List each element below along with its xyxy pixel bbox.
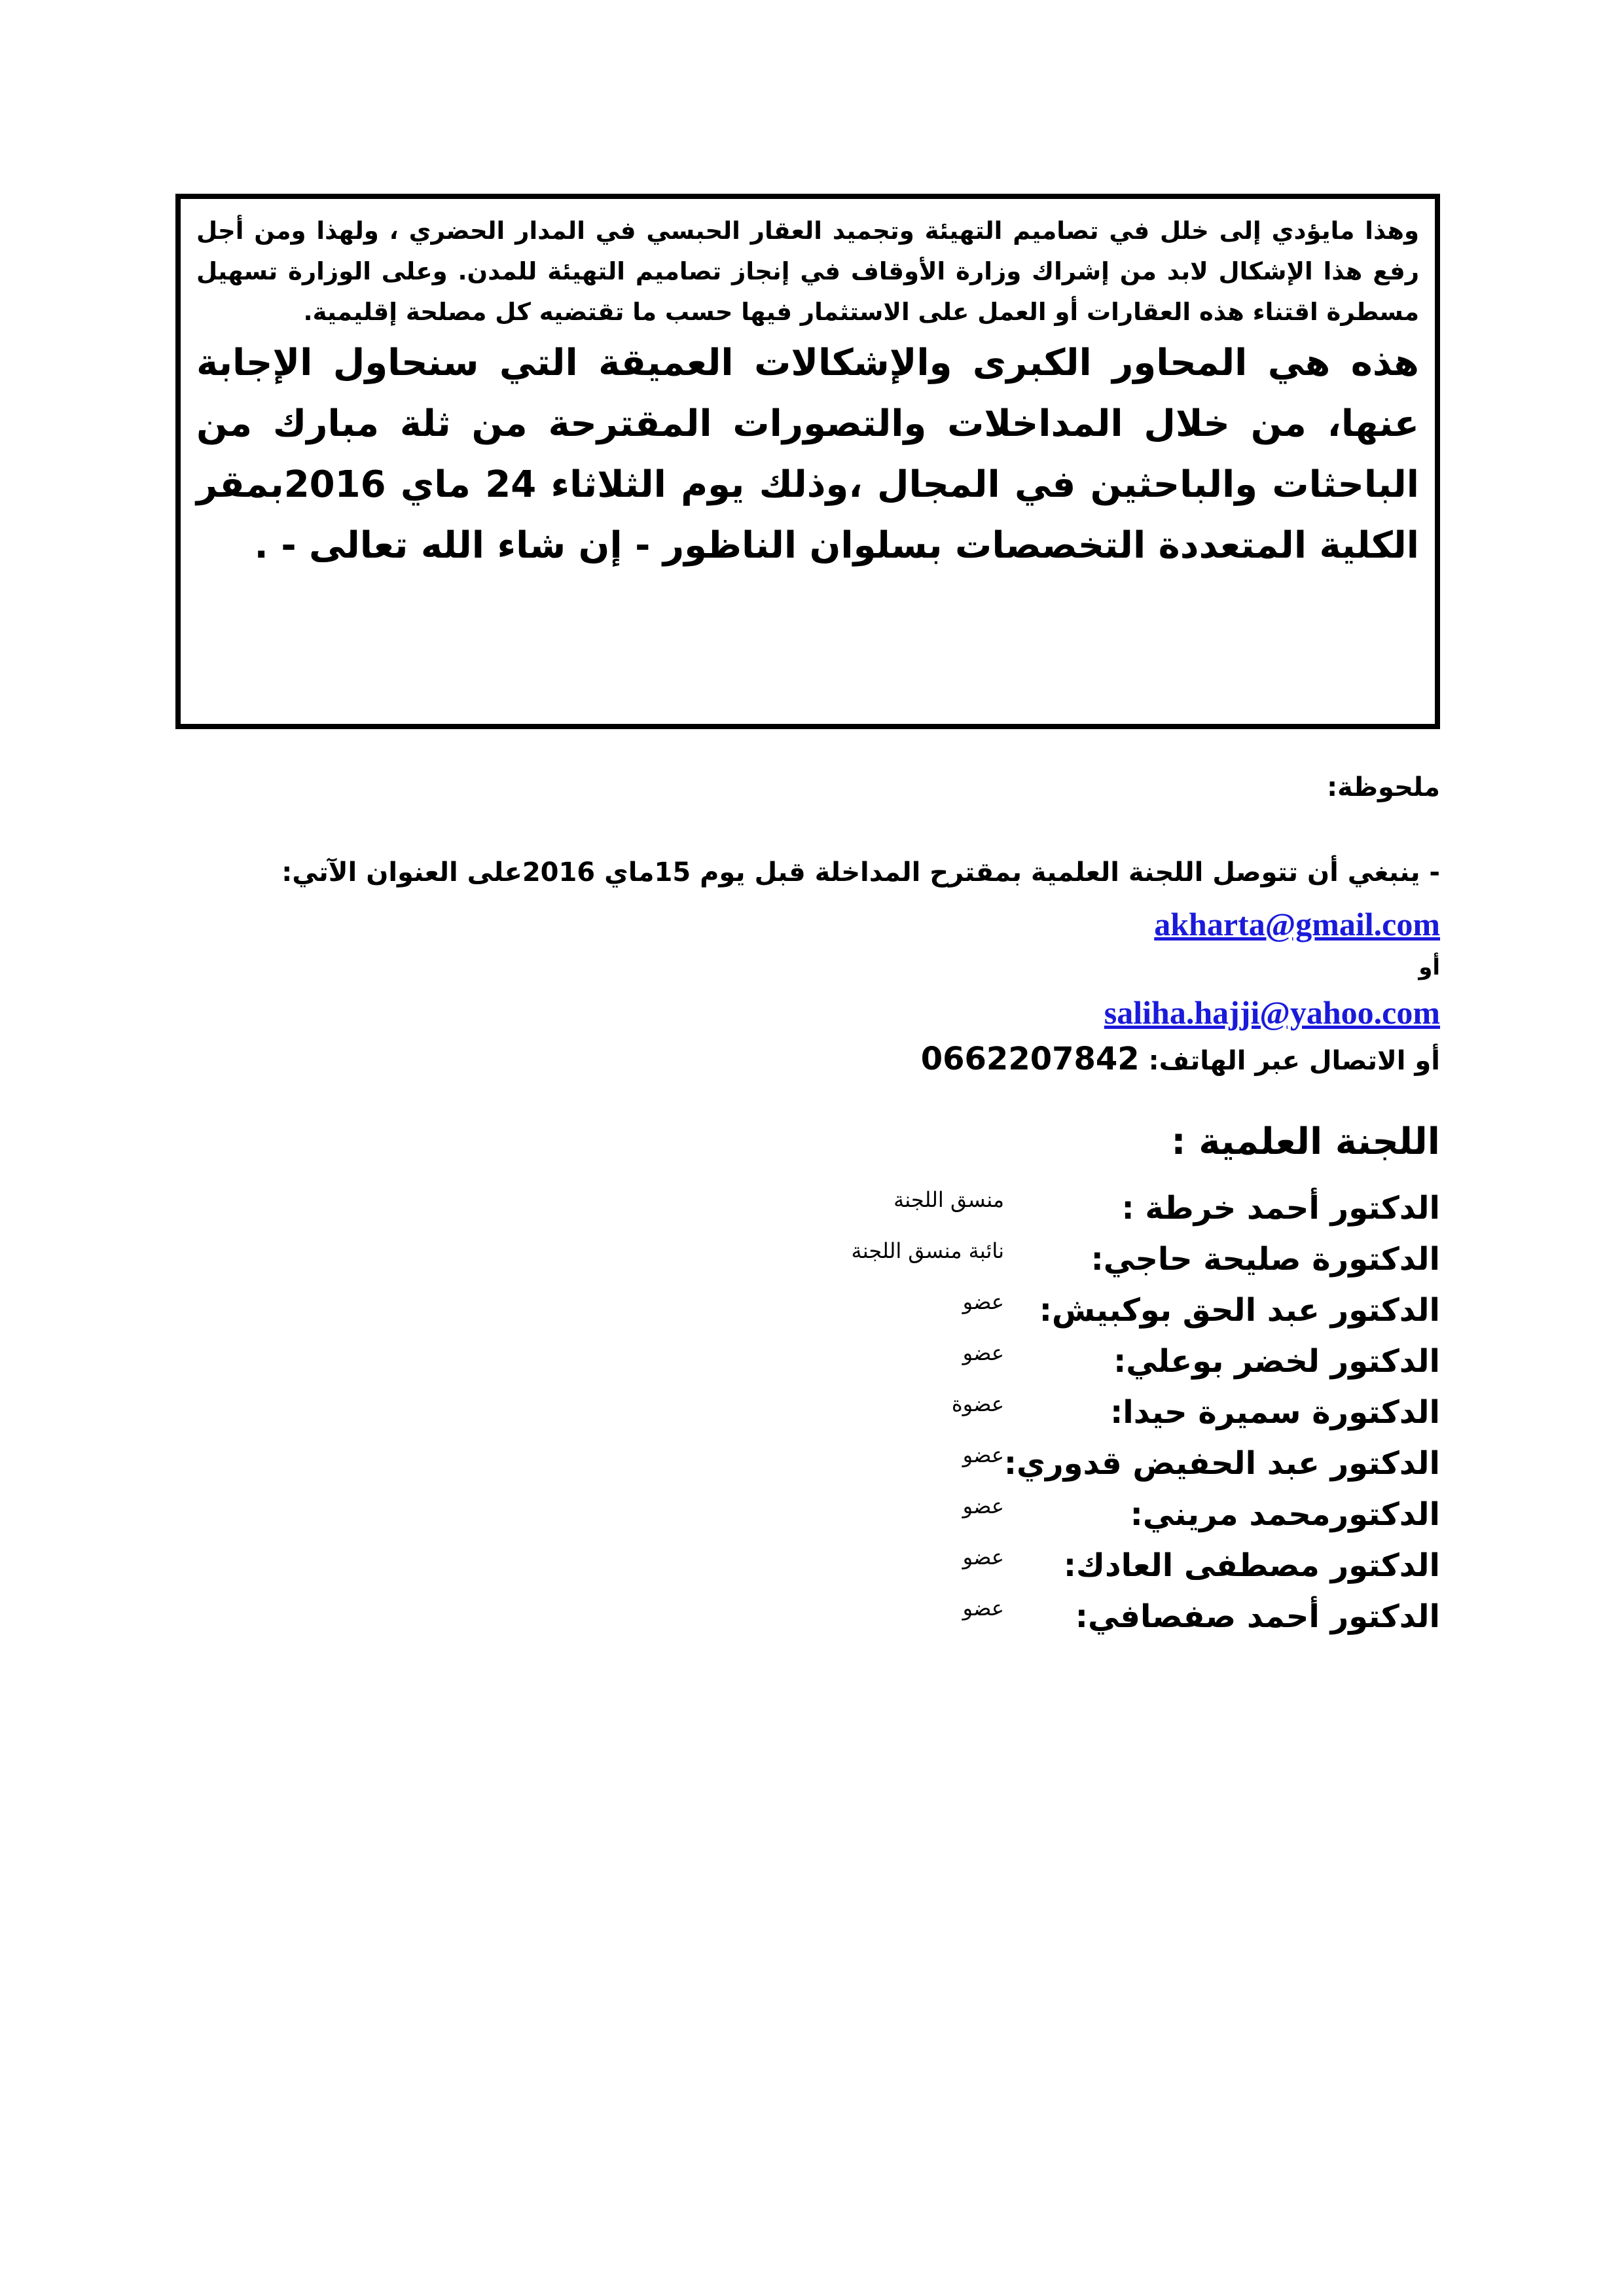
member-name: الدكتور لخضر بوعلي: [1113, 1343, 1440, 1380]
member-name: الدكتور عبد الحق بوكبيش: [1039, 1292, 1440, 1329]
committee-member [524, 1187, 1440, 1236]
note-deadline-line: - ينبغي أن تتوصل اللجنة العلمية بمقترح المداخلة قبل يوم 15ماي 2016على العنوان الآتي: [281, 857, 1440, 888]
member-role: عضو [962, 1443, 1004, 1467]
email-link-saliha[interactable]: saliha.hajji@yahoo.com [1104, 994, 1440, 1031]
phone-number: 0662207842 [920, 1041, 1140, 1077]
member-role: عضو [962, 1545, 1004, 1570]
committee-member [524, 1289, 1440, 1338]
member-name: الدكتور أحمد خرطة : [1121, 1190, 1440, 1227]
committee-member [524, 1445, 1440, 1491]
member-role: عضو [962, 1596, 1004, 1621]
member-role: نائبة منسق اللجنة [851, 1238, 1004, 1263]
box-large-paragraph: هذه هي المحاور الكبرى والإشكالات العميقة التي سنحاول الإجابة عنها، من خلال المداخلات والتصورات المقترحة من ثلة مبارك من الباحثات والباحثين في المجال ،وذلك يوم الثلاثاء 24 ماي 2016بمقر الكلية المتعددة التخصصات بسلوان الناظور - إن شاء الله تعالى - . [196, 342, 1419, 567]
member-role: منسق اللجنة [893, 1187, 1004, 1212]
box-small-paragraph: وهذا مايؤدي إلى خلل في تصاميم التهيئة وتجميد العقار الحبسي في المدار الحضري ، ولهذا ومن أجل رفع هذا الإشكال لابد من إشراك وزارة الأوقاف في إنجاز تصاميم التهيئة للمدن. وعلى الوزارة تسهيل مسطرة اقتناء هذه العقارات أو العمل على الاستثمار فيها حسب ما تقتضيه كل مصلحة إقليمية. [196, 217, 1419, 326]
member-role: عضو [962, 1289, 1004, 1314]
member-role: عضو [962, 1494, 1004, 1518]
member-name: الدكتور مصطفى العادك: [1063, 1547, 1440, 1584]
phone-line [921, 1041, 1440, 1077]
member-name: الدكتور أحمد صفصافي: [1075, 1598, 1440, 1635]
committee-member [524, 1496, 1440, 1542]
member-role: عضو [962, 1340, 1004, 1365]
member-name: الدكتور عبد الحفيض قدوري: [1003, 1445, 1440, 1482]
member-role: عضوة [951, 1391, 1004, 1416]
committee-member [524, 1547, 1440, 1593]
committee-title: اللجنة العلمية : [1171, 1121, 1440, 1163]
member-name: الدكتورة سميرة حيدا: [1110, 1394, 1440, 1431]
member-name: الدكتورمحمد مريني: [1130, 1496, 1440, 1533]
note-title: ملحوظة: [1327, 772, 1440, 802]
or-text: أو [1418, 954, 1440, 980]
committee-member [524, 1340, 1440, 1389]
framed-announcement-box [175, 194, 1440, 729]
committee-member [524, 1391, 1440, 1440]
email-link-akharta[interactable]: akharta@gmail.com [1154, 906, 1440, 942]
committee-member [524, 1598, 1440, 1644]
committee-member [524, 1238, 1440, 1287]
member-name: الدكتورة صليحة حاجي: [1091, 1241, 1440, 1278]
phone-label: أو الاتصال عبر الهاتف: [1148, 1046, 1440, 1076]
